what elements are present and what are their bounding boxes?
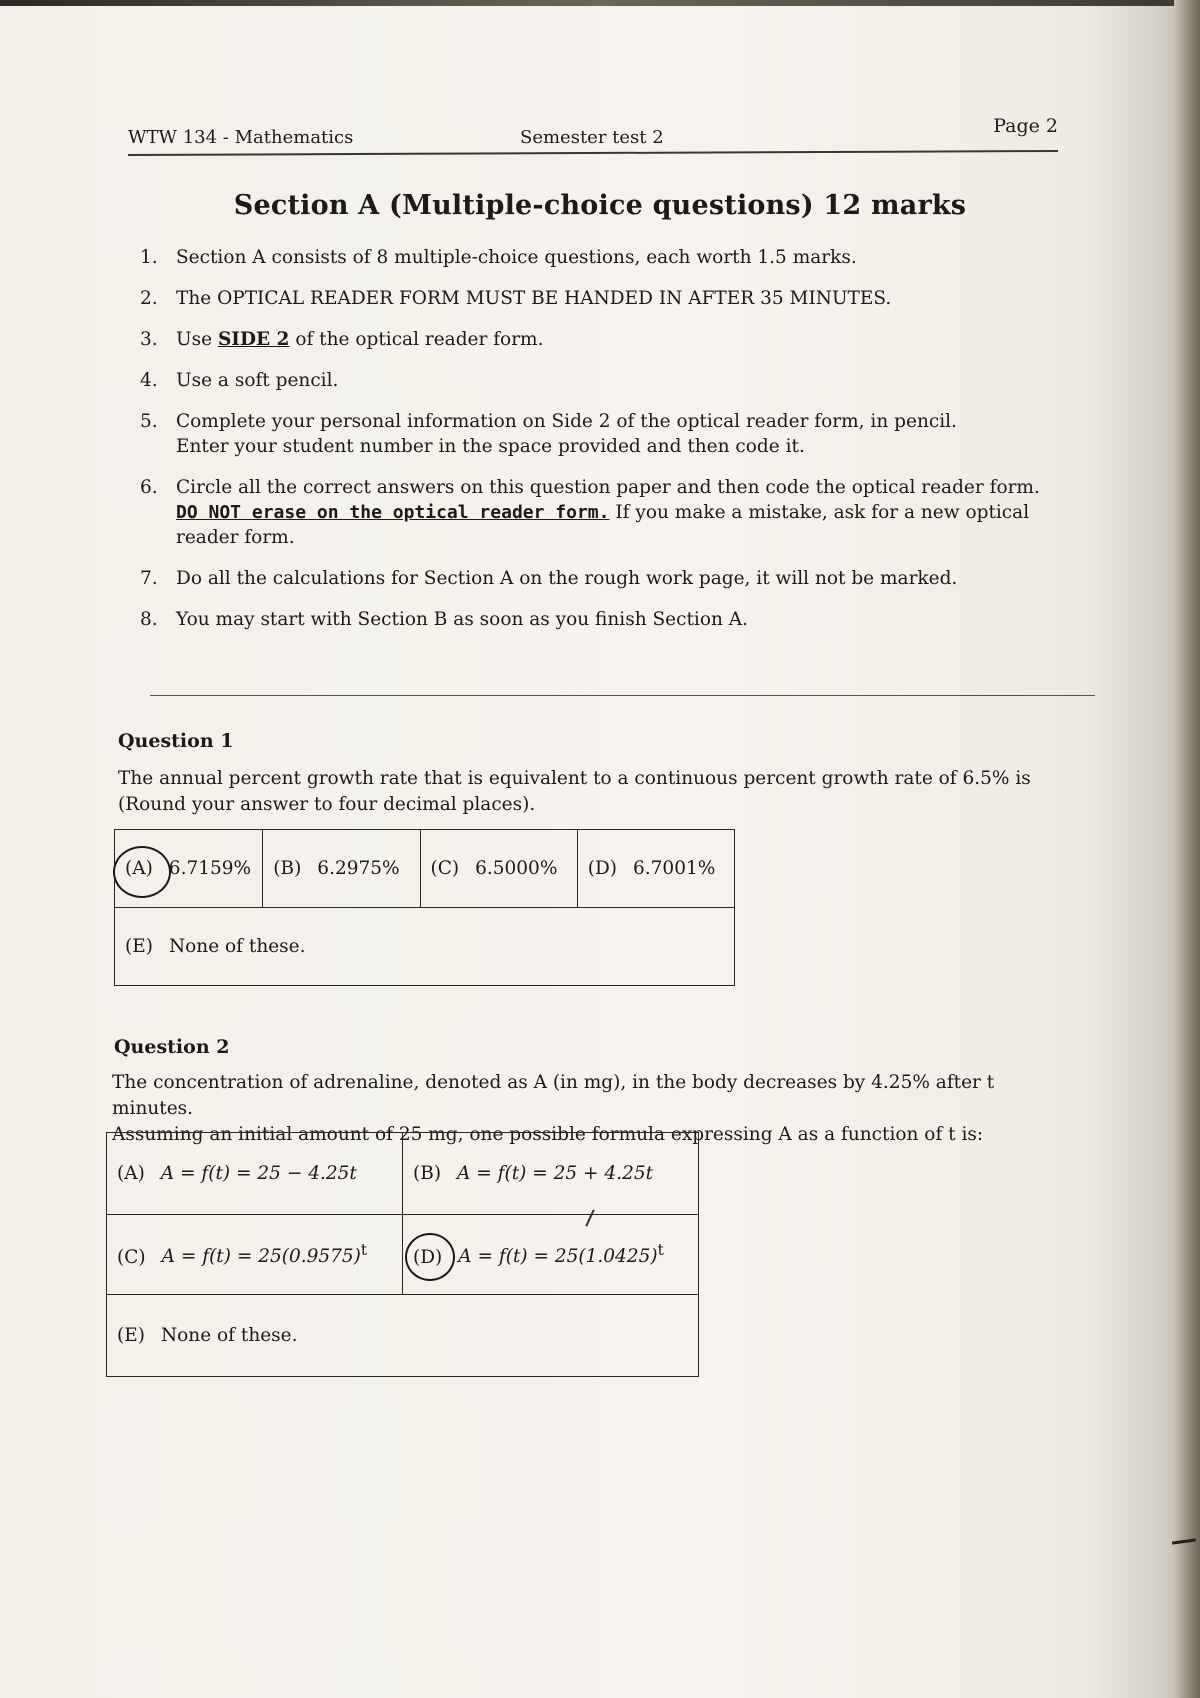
course-name: WTW 134 - Mathematics <box>128 127 354 148</box>
instruction-text: You may start with Section B as soon as you finish Section A. <box>176 609 749 630</box>
question-1-heading: Question 1 <box>118 730 234 752</box>
option-formula: A = f(t) = 25(1.0425) <box>458 1246 658 1268</box>
instruction-item <box>140 607 1060 632</box>
test-name: Semester test 2 <box>520 127 664 148</box>
instruction-text <box>176 409 1060 459</box>
page-header <box>128 113 1058 151</box>
option-value: 6.2975% <box>317 858 400 879</box>
instruction-number: 8. <box>140 609 158 630</box>
q1-option-e[interactable] <box>115 908 735 986</box>
option-value: None of these. <box>168 936 306 957</box>
q2-option-a[interactable] <box>107 1133 403 1215</box>
instruction-item <box>140 409 1060 459</box>
q2-option-c[interactable] <box>107 1215 403 1295</box>
instruction-item <box>140 327 1060 352</box>
instruction-text-pre: Use <box>176 329 213 350</box>
instruction-text-post: of the optical reader form. <box>295 329 544 350</box>
option-label: (D) <box>413 1246 443 1268</box>
option-label: (A) <box>117 1163 145 1184</box>
instruction-text: The OPTICAL READER FORM MUST BE HANDED IN AFTER 35 MINUTES. <box>176 288 892 309</box>
instruction-item <box>140 245 1060 270</box>
instructions-list <box>140 245 1060 648</box>
instruction-number: 2. <box>140 288 158 309</box>
instruction-text-pre: Circle all the correct answers on this question paper and then code the optical reader form. <box>176 477 1040 498</box>
instruction-item <box>140 286 1060 311</box>
option-label: (C) <box>117 1246 146 1268</box>
instruction-text-post: If you make a mistake, ask for a new optical reader form. <box>176 502 1030 548</box>
instruction-line: Enter your student number in the space provided and then code it. <box>176 436 805 457</box>
option-value: 6.5000% <box>475 858 558 879</box>
option-formula: A = f(t) = 25 + 4.25t <box>457 1163 654 1184</box>
instruction-number: 6. <box>140 477 158 498</box>
option-label: (A) <box>125 858 153 879</box>
section-title: Section A (Multiple-choice questions) 12 marks <box>233 190 967 221</box>
section-divider <box>150 695 1095 696</box>
option-value: 6.7001% <box>633 858 716 879</box>
question-2-options <box>106 1132 699 1377</box>
question-2-line: The concentration of adrenaline, denoted as A (in mg), in the body decreases by 4.25% after t minutes. <box>112 1072 995 1119</box>
instruction-item <box>140 475 1060 550</box>
instruction-number: 3. <box>140 329 158 350</box>
option-label: (D) <box>587 858 618 879</box>
page-right-edge <box>1174 0 1200 1698</box>
instruction-text <box>176 327 1060 352</box>
instruction-item <box>140 566 1060 591</box>
page-number: Page 2 <box>993 115 1058 137</box>
q1-option-d[interactable] <box>577 830 734 908</box>
option-exponent: t <box>657 1241 664 1260</box>
option-formula: A = f(t) = 25(0.9575) <box>161 1246 361 1268</box>
instruction-text: Use a soft pencil. <box>176 370 339 391</box>
option-label: (E) <box>125 936 153 957</box>
option-value: None of these. <box>160 1325 298 1346</box>
option-label: (E) <box>117 1325 145 1346</box>
question-2-line: Assuming an initial amount of 25 mg, one possible formula expressing A as a function of t is: <box>112 1124 984 1145</box>
q2-option-b[interactable] <box>403 1133 699 1215</box>
q1-option-c[interactable] <box>420 830 577 908</box>
question-1-text: The annual percent growth rate that is equivalent to a continuous percent growth rate of 6.5% is (Round your answer to four decimal places). <box>118 768 1031 815</box>
instruction-text: Section A consists of 8 multiple-choice questions, each worth 1.5 marks. <box>176 247 857 268</box>
instruction-number: 7. <box>140 568 158 589</box>
q1-option-a[interactable] <box>115 830 263 908</box>
page-top-edge <box>0 0 1200 6</box>
option-label: (C) <box>430 858 460 879</box>
instruction-number: 5. <box>140 411 158 432</box>
option-exponent: t <box>360 1241 368 1260</box>
question-1-options <box>114 829 735 986</box>
option-label: (B) <box>273 858 302 879</box>
instruction-emphasis: SIDE 2 <box>217 329 290 350</box>
option-formula: A = f(t) = 25 − 4.25t <box>160 1163 357 1184</box>
instruction-item <box>140 368 1060 393</box>
instruction-line: Complete your personal information on Side 2 of the optical reader form, in pencil. <box>176 411 957 432</box>
question-2-heading: Question 2 <box>114 1036 230 1058</box>
instruction-text <box>176 475 1060 550</box>
q1-option-b[interactable] <box>263 830 420 908</box>
q2-option-e[interactable] <box>107 1295 699 1377</box>
header-rule <box>128 150 1058 156</box>
instruction-number: 1. <box>140 247 158 268</box>
instruction-number: 4. <box>140 370 158 391</box>
instruction-emphasis: DO NOT erase on the optical reader form. <box>176 502 610 523</box>
q2-option-d[interactable] <box>403 1215 699 1295</box>
option-label: (B) <box>413 1163 442 1184</box>
instruction-text: Do all the calculations for Section A on the rough work page, it will not be marked. <box>176 568 958 589</box>
option-value: 6.7159% <box>168 858 252 879</box>
